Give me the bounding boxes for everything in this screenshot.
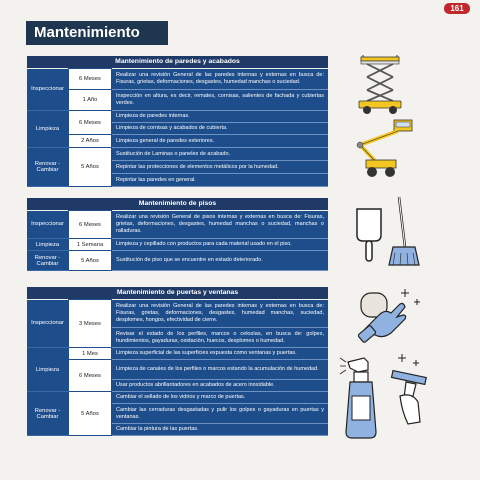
- category-cell: Renovar - Cambiar: [27, 251, 69, 271]
- table-row: [27, 135, 328, 148]
- category-cell: Limpieza: [27, 348, 69, 392]
- boom-lift-icon: [350, 118, 415, 180]
- category-cell: Inspeccionar: [27, 211, 69, 239]
- frequency-cell: 1 Mes: [69, 348, 112, 360]
- table-row: [27, 239, 328, 251]
- task-cell: Revisar el estado de los perfiles, marcos o celosías, en busca de: golpes, hundimientos, gayaduras, oxidación, huecos, desplomes o humedad.: [112, 328, 329, 348]
- doors-windows-maintenance-section: [27, 287, 328, 436]
- scissor-lift-icon: [355, 55, 405, 115]
- table-row: [27, 148, 328, 161]
- frequency-cell: 5 Años: [69, 251, 112, 271]
- frequency-cell: 6 Meses: [69, 211, 112, 239]
- task-cell: Limpieza de canales de los perfiles o marcos estando la acumulación de humedad.: [112, 360, 329, 380]
- spray-squeegee-icon: [338, 352, 448, 444]
- page-title: Mantenimiento: [26, 21, 168, 45]
- task-cell: Sustitución de piso que se encuentre en estado deteriorado.: [112, 251, 329, 271]
- task-cell: Limpieza general de paredes exteriores.: [112, 135, 329, 148]
- frequency-cell: 5 Años: [69, 392, 112, 436]
- table-row: [27, 392, 328, 404]
- frequency-cell: 1 Semana: [69, 239, 112, 251]
- category-cell: Inspeccionar: [27, 69, 69, 111]
- table-row: [27, 251, 328, 271]
- category-cell: Renovar - Cambiar: [27, 148, 69, 187]
- dustpan-broom-icon: [353, 195, 423, 270]
- task-cell: Limpieza de cornisas y acabados de cubierta.: [112, 123, 329, 135]
- task-cell: Realizar una revisión General de las paredes internas y externas en busca de: Fisuras, grietas, deformaciones, desgastes, humedad manchas, suciedad, desplomes, hongos, efectividad de cierre.: [112, 300, 329, 328]
- category-cell: Inspeccionar: [27, 300, 69, 348]
- task-cell: Limpieza superficial de las superficies expuesta como ventanas y puertas.: [112, 348, 329, 360]
- frequency-cell: 2 Años: [69, 135, 112, 148]
- task-cell: Cambiar las cerraduras desgastadas y pulir los golpes o gayaduras en puertas y ventanas.: [112, 404, 329, 424]
- table-row: [27, 69, 328, 90]
- table-row: [27, 360, 328, 380]
- category-cell: Renovar - Cambiar: [27, 392, 69, 436]
- frequency-cell: 5 Años: [69, 148, 112, 187]
- task-cell: Realizar una revisión General de pisos internas y externas en busca de: Fisuras, grietas, deformaciones, desgastes, humedad manchas o suciedad, manchas o ralladuras.: [112, 211, 329, 239]
- frequency-cell: 6 Meses: [69, 111, 112, 135]
- task-cell: Repintar las protecciones de elementos metálicos por la humedad.: [112, 161, 329, 174]
- frequency-cell: 1 Año: [69, 90, 112, 111]
- task-cell: Realizar una revisión General de las paredes internas y externas en busca de: Fisuras, grietas, deformaciones, desgastes, humedad manchas o suciedad.: [112, 69, 329, 90]
- task-cell: Repintar las paredes en general.: [112, 174, 329, 187]
- category-cell: Limpieza: [27, 239, 69, 251]
- task-cell: Inspección en altura, es decir, remates, cornisas, salientes de fachada y cubiertas verdes.: [112, 90, 329, 111]
- section-heading: Mantenimiento de paredes y acabados: [27, 56, 328, 68]
- doors-windows-maintenance-table: [27, 299, 328, 436]
- category-cell: Limpieza: [27, 111, 69, 148]
- frequency-cell: 3 Meses: [69, 300, 112, 348]
- task-cell: Limpieza de paredes internas.: [112, 111, 329, 123]
- table-row: [27, 111, 328, 123]
- floors-maintenance-table: [27, 210, 328, 271]
- floors-maintenance-section: [27, 198, 328, 271]
- walls-maintenance-table: [27, 68, 328, 187]
- section-heading: Mantenimiento de pisos: [27, 198, 328, 210]
- page-number-badge: 161: [444, 3, 470, 14]
- task-cell: Cambiar la pintura de las puertas.: [112, 424, 329, 436]
- task-cell: Cambiar el sellado de los vidrios y marco de puertas.: [112, 392, 329, 404]
- frequency-cell: 6 Meses: [69, 69, 112, 90]
- table-row: [27, 300, 328, 328]
- table-row: [27, 90, 328, 111]
- section-heading: Mantenimiento de puertas y ventanas: [27, 287, 328, 299]
- walls-maintenance-section: [27, 56, 328, 187]
- task-cell: Limpieza y cepillado con productos para cada material usado en el piso.: [112, 239, 329, 251]
- table-row: [27, 211, 328, 239]
- frequency-cell: 6 Meses: [69, 360, 112, 392]
- task-cell: Sustitución de Laminas o paneles de acabado.: [112, 148, 329, 161]
- cleaning-glove-sponge-icon: [355, 285, 425, 345]
- table-row: [27, 348, 328, 360]
- task-cell: Usar productos abrillantadores en acabados de acero inoxidable.: [112, 380, 329, 392]
